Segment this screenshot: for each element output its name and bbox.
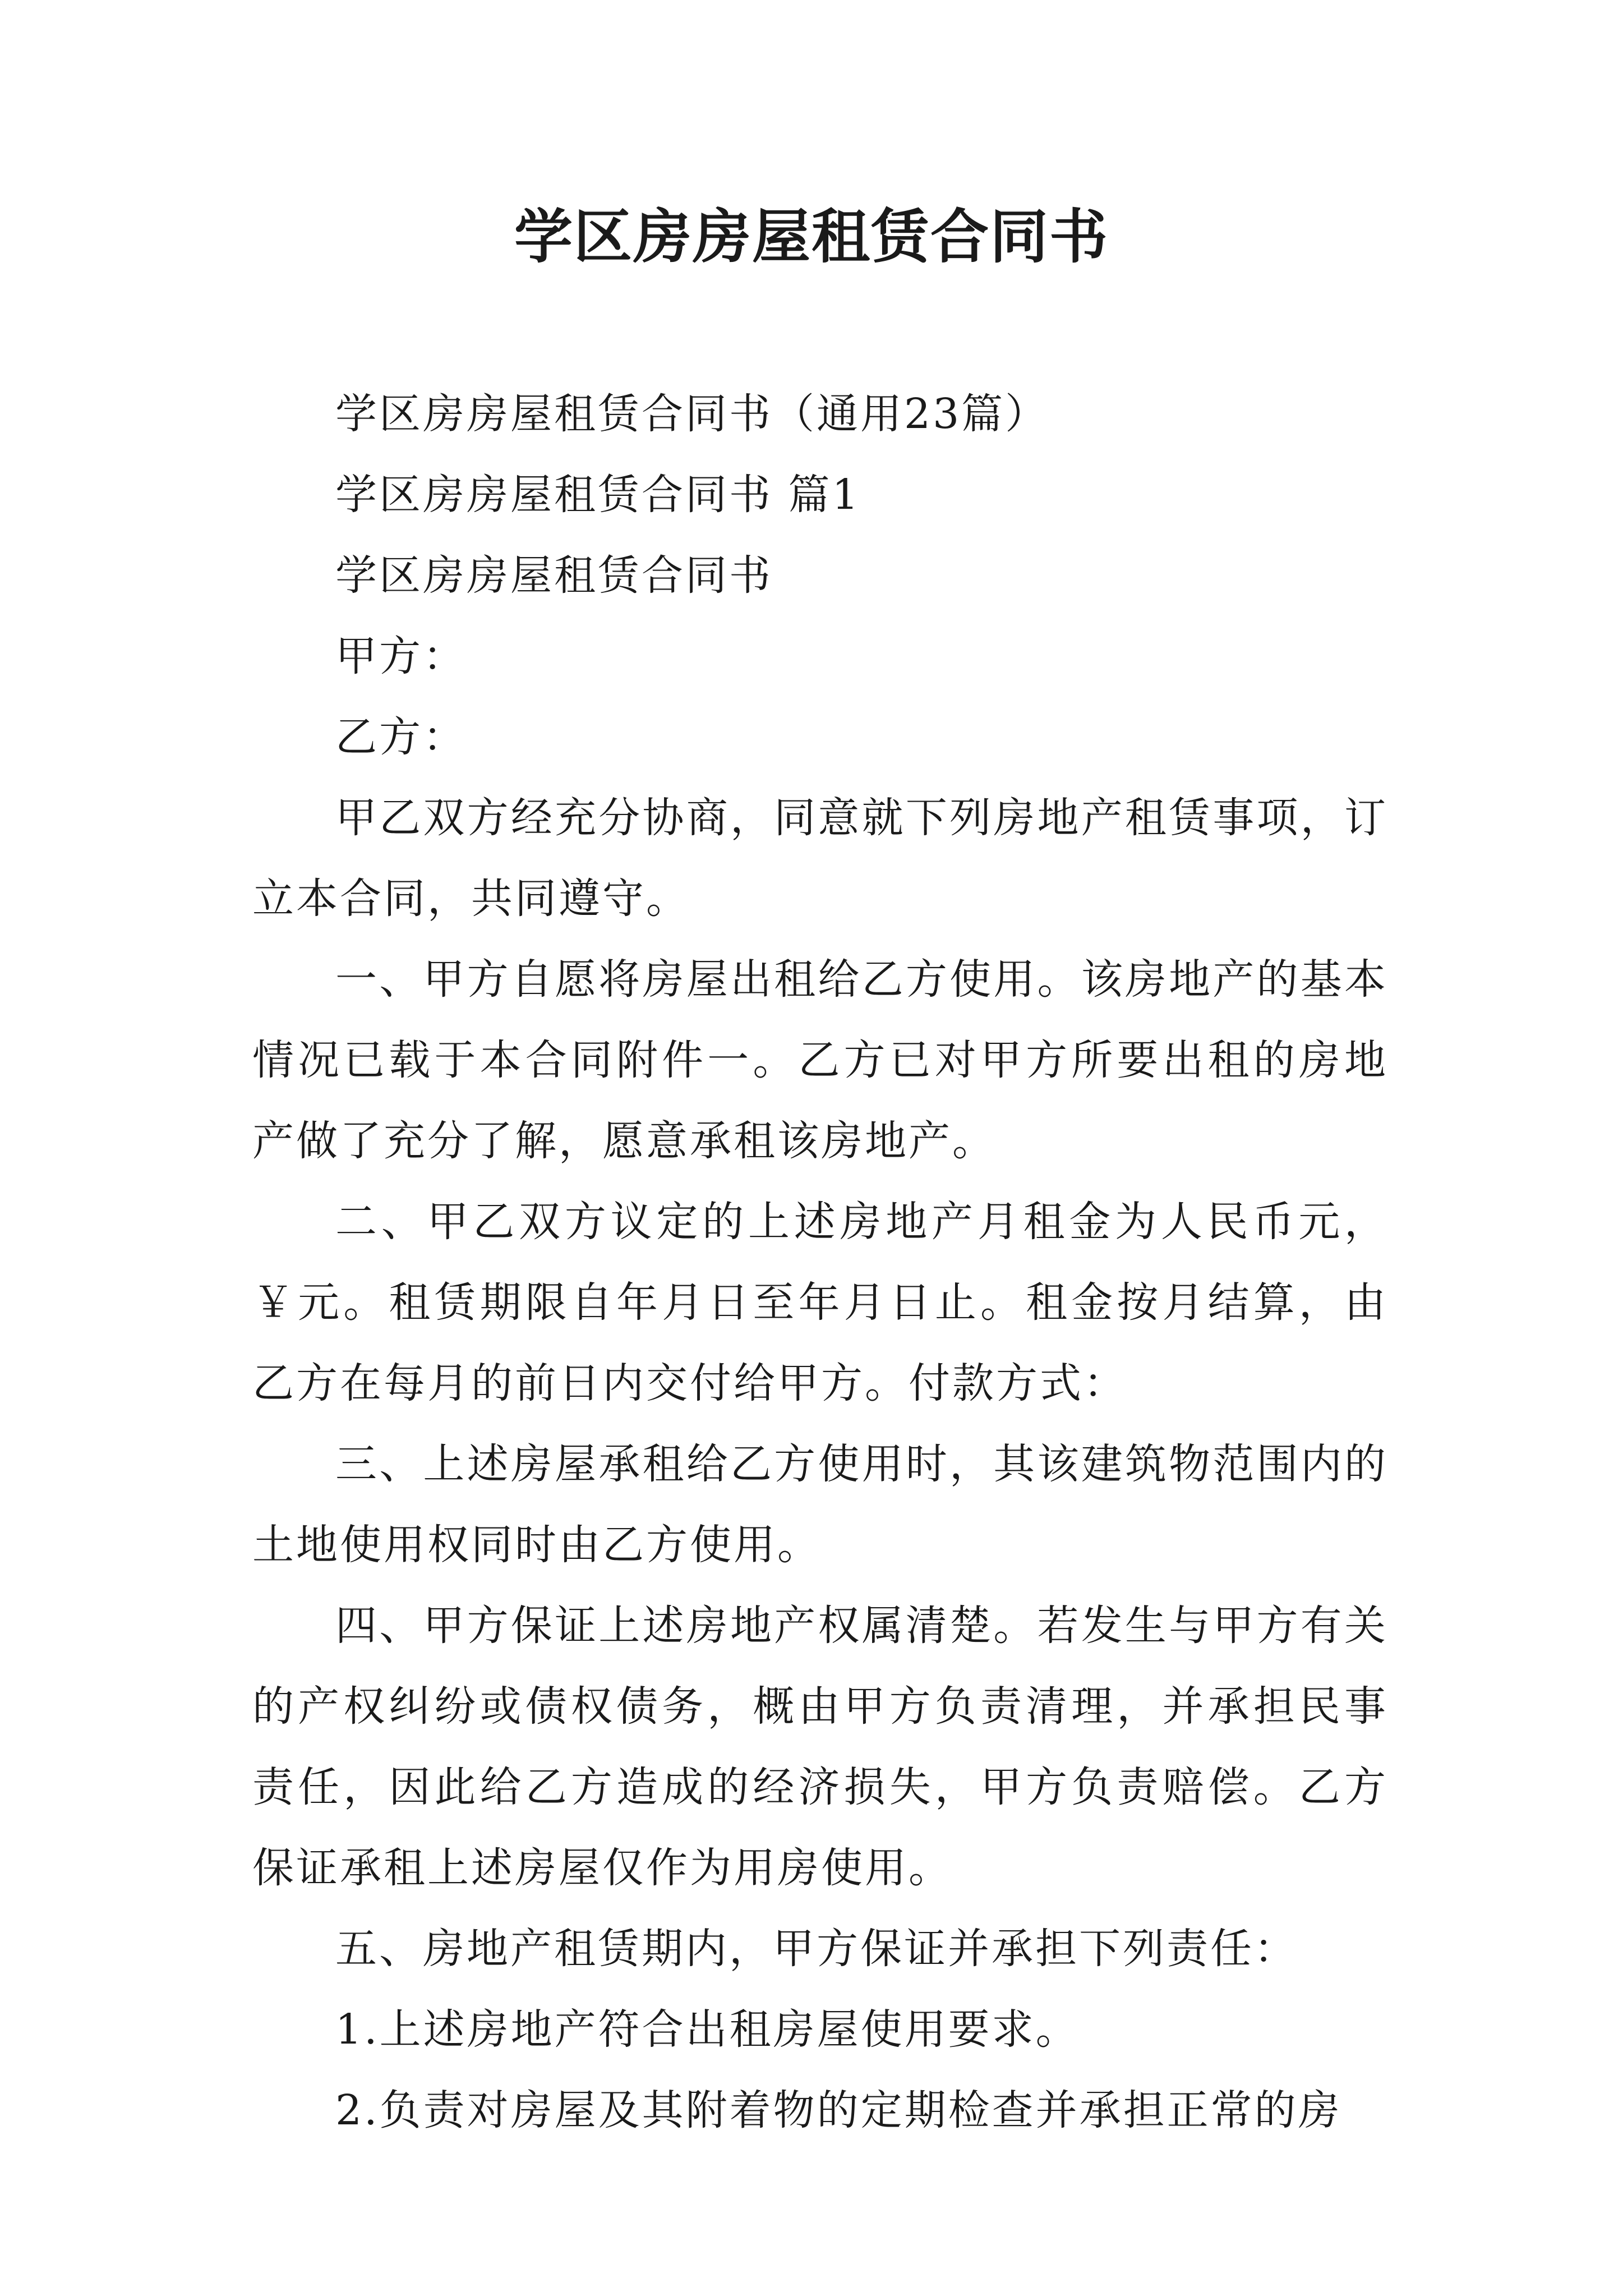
document-body — [252, 374, 1388, 2151]
paragraph-clause-3: 三、上述房屋承租给乙方使用时，其该建筑物范围内的土地使用权同时由乙方使用。 — [252, 1440, 1388, 1569]
document-title: 学区房房屋租赁合同书 — [514, 202, 1109, 271]
paragraph-clause-1: 一、甲方自愿将房屋出租给乙方使用。该房地产的基本情况已载于本合同附件一。乙方已对甲方所要出租的房地产做了充分了解，愿意承租该房地产。 — [252, 955, 1388, 1165]
paragraph-party-a: 甲方： — [335, 632, 467, 680]
paragraph-subtitle: 学区房房屋租赁合同书（通用23篇） — [335, 390, 1049, 438]
paragraph-clause-2: 二、甲乙双方议定的上述房地产月租金为人民币元，￥元。租赁期限自年月日至年月日止。租金按月结算，由乙方在每月的前日内交付给甲方。付款方式： — [252, 1198, 1388, 1407]
paragraph-party-b: 乙方： — [335, 713, 467, 761]
paragraph-item-1: 1.上述房地产符合出租房屋使用要求。 — [335, 2005, 1080, 2054]
paragraph-clause-4: 四、甲方保证上述房地产权属清楚。若发生与甲方有关的产权纠纷或债权债务，概由甲方负责清理，并承担民事责任，因此给乙方造成的经济损失，甲方负责赔偿。乙方保证承租上述房屋仅作为用房使用。 — [252, 1602, 1388, 1892]
paragraph-clause-5: 五、房地产租赁期内，甲方保证并承担下列责任： — [335, 1925, 1298, 1973]
paragraph-chapter-heading: 学区房房屋租赁合同书 篇1 — [335, 471, 861, 519]
paragraph-item-2: 2.负责对房屋及其附着物的定期检查并承担正常的房 — [335, 2086, 1342, 2134]
paragraph-contract-title: 学区房房屋租赁合同书 — [335, 551, 773, 600]
paragraph-preamble: 甲乙双方经充分协商，同意就下列房地产租赁事项，订立本合同，共同遵守。 — [252, 794, 1388, 923]
